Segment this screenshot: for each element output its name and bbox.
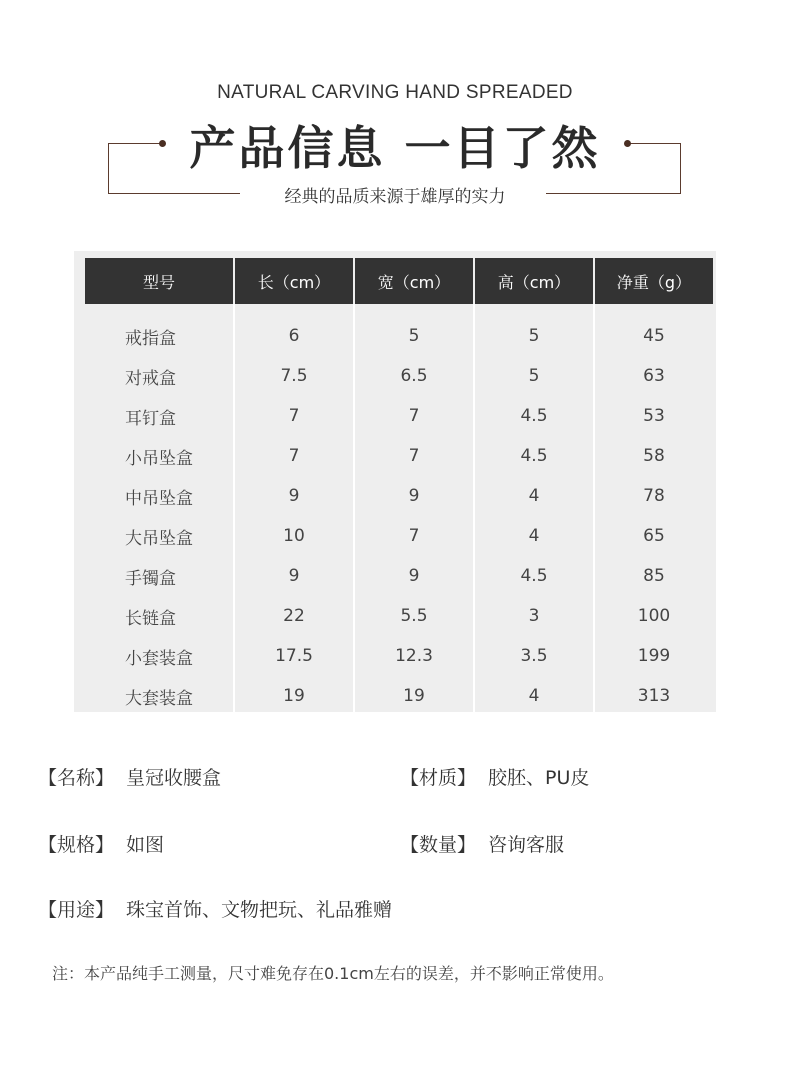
cell-model: 中吊坠盒 <box>85 476 235 516</box>
cell-model: 大套装盒 <box>85 676 235 716</box>
cell-weight: 58 <box>643 446 665 466</box>
cell-length: 7 <box>235 436 355 476</box>
cell-height: 4.5 <box>475 436 595 476</box>
table-row <box>85 556 713 596</box>
table-row <box>85 596 713 636</box>
cell-length: 6 <box>235 304 355 356</box>
cell-length: 17.5 <box>235 636 355 676</box>
column-header-length: 长（cm） <box>235 258 355 304</box>
cell-model: 小套装盒 <box>85 636 235 676</box>
cell-length: 10 <box>235 516 355 556</box>
info-usage-key: 【用途】 <box>38 899 115 921</box>
cell-length: 9 <box>235 476 355 516</box>
tagline: 经典的品质来源于雄厚的实力 <box>284 187 506 207</box>
cell-width: 7 <box>355 436 475 476</box>
table-row <box>85 396 713 436</box>
column-header-width: 宽（cm） <box>355 258 475 304</box>
cell-model: 小吊坠盒 <box>85 436 235 476</box>
info-name-key: 【名称】 <box>38 767 115 789</box>
cell-model: 耳钉盒 <box>85 396 235 436</box>
cell-weight: 65 <box>643 526 665 546</box>
info-name <box>38 763 221 790</box>
cell-width: 5 <box>355 304 475 356</box>
info-material <box>400 763 589 790</box>
cell-height: 4.5 <box>475 556 595 596</box>
cell-width: 7 <box>355 516 475 556</box>
spec-table-container <box>74 251 716 712</box>
cell-height: 5 <box>475 304 595 356</box>
cell-length: 22 <box>235 596 355 636</box>
cell-width: 19 <box>355 676 475 716</box>
table-row <box>85 676 713 716</box>
measurement-note: 注：本产品纯手工测量，尺寸难免存在0.1cm左右的误差，并不影响正常使用。 <box>52 964 614 983</box>
cell-model: 手镯盒 <box>85 556 235 596</box>
info-usage <box>38 895 392 922</box>
info-material-key: 【材质】 <box>400 767 477 789</box>
table-row <box>85 476 713 516</box>
cell-height: 3 <box>475 596 595 636</box>
info-spec <box>38 830 164 857</box>
info-quantity <box>400 830 564 857</box>
column-header-weight: 净重（g） <box>595 258 713 304</box>
cell-weight: 53 <box>643 406 665 426</box>
cell-length: 9 <box>235 556 355 596</box>
column-header-height: 高（cm） <box>475 258 595 304</box>
column-header-model: 型号 <box>85 258 235 304</box>
info-spec-key: 【规格】 <box>38 834 115 856</box>
cell-width: 12.3 <box>355 636 475 676</box>
cell-length: 19 <box>235 676 355 716</box>
cell-height: 4.5 <box>475 396 595 436</box>
info-quantity-key: 【数量】 <box>400 834 477 856</box>
cell-width: 6.5 <box>355 356 475 396</box>
cell-weight: 199 <box>637 646 671 666</box>
cell-height: 4 <box>475 476 595 516</box>
info-usage-value: 珠宝首饰、文物把玩、礼品雅赠 <box>126 899 393 921</box>
cell-weight: 313 <box>637 686 671 706</box>
cell-weight: 78 <box>643 486 665 506</box>
cell-width: 5.5 <box>355 596 475 636</box>
info-material-value: 胶胚、PU皮 <box>488 767 590 789</box>
info-quantity-value: 咨询客服 <box>488 834 565 856</box>
cell-height: 5 <box>475 356 595 396</box>
cell-width: 9 <box>355 556 475 596</box>
cell-width: 7 <box>355 396 475 436</box>
cell-height: 4 <box>475 516 595 556</box>
table-row <box>85 636 713 676</box>
cell-model: 戒指盒 <box>85 304 235 356</box>
table-row <box>85 304 713 356</box>
cell-length: 7 <box>235 396 355 436</box>
cell-weight: 45 <box>643 326 665 346</box>
cell-model: 对戒盒 <box>85 356 235 396</box>
table-row <box>85 516 713 556</box>
subtitle-en: NATURAL CARVING HAND SPREADED <box>217 82 573 103</box>
table-header-row <box>85 258 713 304</box>
page-title: 产品信息 一目了然 <box>189 121 601 175</box>
table-row <box>85 356 713 396</box>
info-name-value: 皇冠收腰盒 <box>126 767 222 789</box>
cell-weight: 63 <box>643 366 665 386</box>
cell-weight: 100 <box>637 606 671 626</box>
cell-height: 3.5 <box>475 636 595 676</box>
spec-table <box>85 258 713 716</box>
cell-height: 4 <box>475 676 595 716</box>
cell-length: 7.5 <box>235 356 355 396</box>
cell-model: 长链盒 <box>85 596 235 636</box>
table-row <box>85 436 713 476</box>
cell-weight: 85 <box>643 566 665 586</box>
cell-model: 大吊坠盒 <box>85 516 235 556</box>
info-spec-value: 如图 <box>126 834 165 856</box>
cell-width: 9 <box>355 476 475 516</box>
